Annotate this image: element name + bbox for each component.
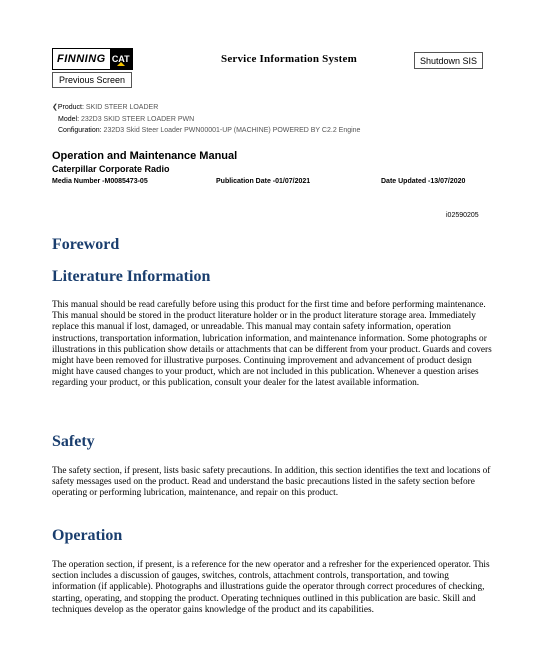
model-value: 232D3 SKID STEER LOADER PWN [80, 116, 195, 123]
safety-heading: Safety [52, 433, 95, 450]
finning-cat-logo [52, 48, 133, 70]
foreword-heading: Foreword [52, 236, 120, 253]
configuration-line [58, 127, 360, 134]
product-label: Product: [57, 104, 84, 111]
model-label: Model: [58, 116, 80, 123]
operation-heading: Operation [52, 527, 123, 544]
previous-screen-button[interactable]: Previous Screen [52, 72, 132, 88]
model-line [58, 116, 194, 123]
manual-title: Operation and Maintenance Manual [52, 150, 238, 162]
literature-paragraph: This manual should be read carefully before using this product for the first time and before performing maintenance. This manual should be stored in the product literature holder or in the product literature storage area. Immediately replace this manual if lost, damaged, or unreadable. This manual may contain safety information, operation instructions, transportation information, lubrication information, and maintenance information. Some photographs or illustrations in this publication show details or attachments that can be different from your product. Guards and covers might have been removed for illustrative purposes. Continuing improvement and advancement of product design might have caused changes to your product, which are not included in this publication. Whenever a question arises regarding your product, or this publication, consult your dealer for the latest available information. [52, 300, 492, 389]
operation-paragraph: The operation section, if present, is a reference for the new operator and a refresher for the experienced operator. This section includes a discussion of gauges, switches, controls, attachment controls, transportation, and towing information (if applicable). Photographs and illustrations guide the operator through correct procedures of checking, starting, operating, and stopping the product. Operating techniques outlined in this publication are basic. Skill and techniques develop as the operator gains knowledge of the product and its capabilities. [52, 560, 490, 615]
back-arrow-icon[interactable]: ❮ [52, 104, 58, 111]
product-line [52, 103, 158, 111]
shutdown-sis-button[interactable]: Shutdown SIS [414, 52, 483, 69]
manual-subtitle: Caterpillar Corporate Radio [52, 164, 170, 174]
date-updated: Date Updated -13/07/2020 [381, 178, 466, 185]
configuration-label: Configuration: [58, 127, 102, 134]
cat-badge-icon: CAT [110, 49, 132, 69]
document-id: i02590205 [446, 212, 479, 219]
configuration-value: 232D3 Skid Steer Loader PWN00001-UP (MACHINE) POWERED BY C2.2 Engine [103, 127, 361, 134]
media-number: Media Number -M0085473-05 [52, 178, 148, 185]
literature-heading: Literature Information [52, 268, 211, 285]
publication-date: Publication Date -01/07/2021 [216, 178, 311, 185]
logo-wordmark: FINNING [53, 49, 110, 69]
safety-paragraph: The safety section, if present, lists basic safety precautions. In addition, this section identifies the text and locations of safety messages used on the product. Read and understand the basic precautions listed in the safety section before operating or performing lubrication, maintenance, and repair on this product. [52, 466, 491, 499]
system-title: Service Information System [221, 53, 357, 65]
product-value: SKID STEER LOADER [85, 104, 159, 111]
